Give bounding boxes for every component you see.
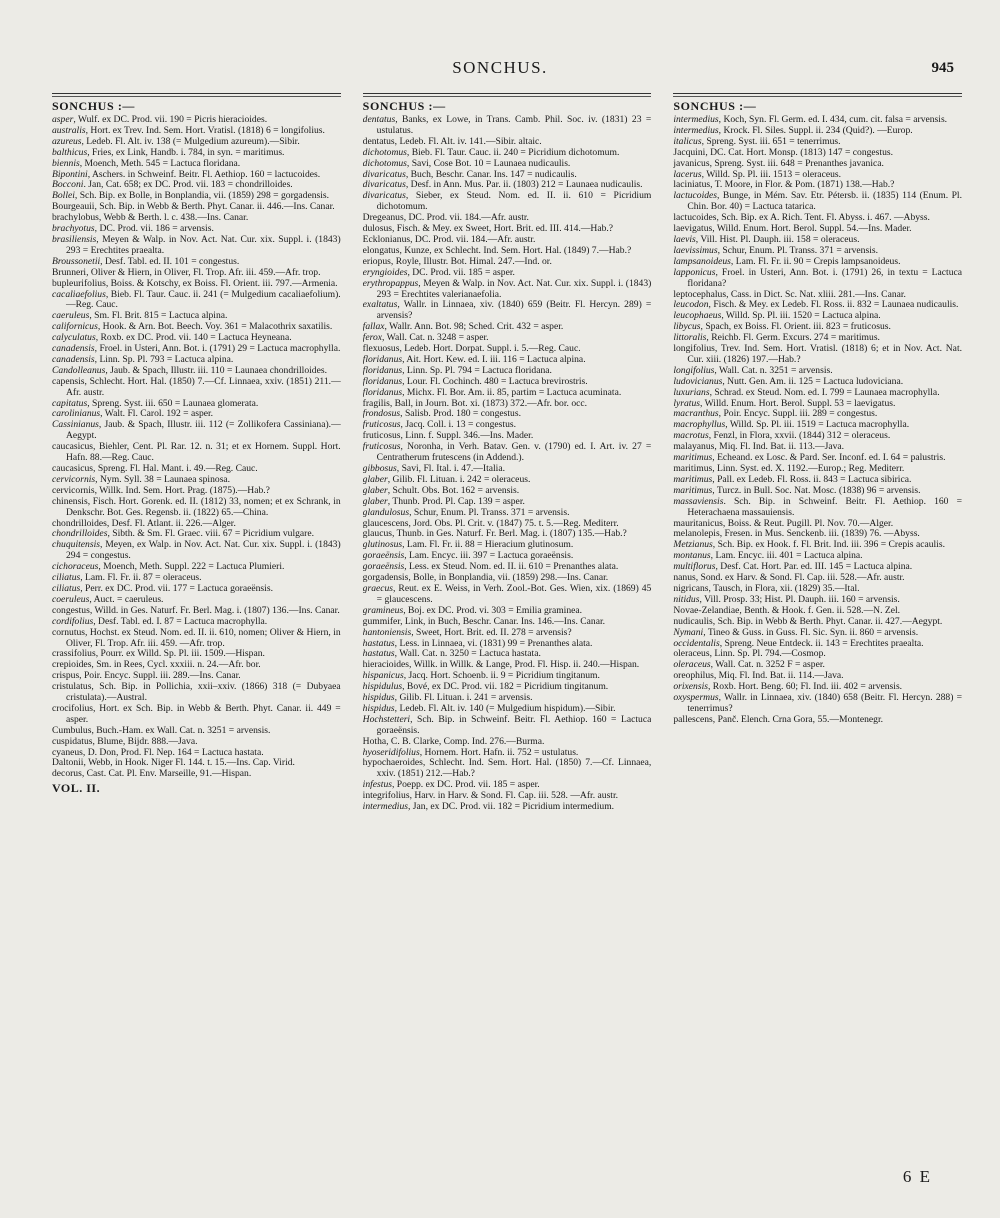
entry-citation: caucasicus, Spreng. Fl. Hal. Mant. i. 49.—Reg. Cauc. bbox=[52, 463, 258, 474]
synonym-name: dentatus bbox=[362, 114, 396, 125]
entry-citation: bupleurifolius, Boiss. & Kotschy, ex Boiss. Fl. Orient. iii. 797.—Armenia. bbox=[52, 277, 338, 289]
entry-citation: , Walt. Fl. Carol. 192 = asper. bbox=[100, 408, 214, 420]
entry-citation: caucasicus, Biehler, Cent. Pl. Rar. 12. n. 31; et ex Hornem. Suppl. Hort. Hafn. 88.—Reg. Cauc. bbox=[52, 441, 341, 464]
entry-citation: cristulatus, Sch. Bip. in Pollichia, xxii–xxiv. (1866) 318 (= Dubyaea cristulata).—Austral. bbox=[52, 681, 341, 704]
synonym-name: canadensis bbox=[52, 343, 95, 355]
entry-citation: , Willd. Sp. Pl. iii. 1513 = oleraceus. bbox=[701, 168, 842, 180]
index-entry bbox=[673, 344, 962, 366]
synonym-name: dichotomus bbox=[362, 157, 407, 169]
entry-citation: , Salisb. Prod. 180 = congestus. bbox=[400, 408, 521, 420]
synonym-name: montanus bbox=[673, 550, 711, 562]
entry-citation: . Sch. Bip. in Schweinf. Beitr. Fl. Aethiop. 160 = Heterachaena massauiensis. bbox=[687, 495, 963, 518]
synonym-name: ludovicianus bbox=[673, 375, 723, 387]
entry-citation: cornutus, Hochst. ex Steud. Nom. ed. II. ii. 610, nomen; Oliver & Hiern, in Oliver, Fl. Trop. Afr. iii. 459. —Afr. trop. bbox=[52, 626, 341, 649]
entry-citation: , Froel. in Usteri, Ann. Bot. i. (1791) 26, in textu = Lactuca floridana? bbox=[687, 266, 963, 289]
entry-citation: , Sieber, ex Steud. Nom. ed. II. ii. 610 = Picridium dichotomum. bbox=[376, 190, 652, 213]
entry-citation: , Reichb. Fl. Germ. Excurs. 274 = maritimus. bbox=[706, 332, 880, 344]
entry-citation: , Sch. Bip. in Schweinf. Beitr. Fl. Aethiop. 160 = Lactuca goraeënsis. bbox=[376, 713, 652, 736]
entry-citation: , Thunb. Prod. Pl. Cap. 139 = asper. bbox=[387, 495, 525, 507]
running-head: SONCHUS. bbox=[452, 58, 548, 77]
entry-citation: , Savi, Cose Bot. 10 = Launaea nudicaulis. bbox=[406, 157, 571, 169]
entry-citation: , Schult. Obs. Bot. 162 = arvensis. bbox=[387, 484, 520, 496]
entry-citation: crispus, Poir. Encyc. Suppl. iii. 289.—Ins. Canar. bbox=[52, 670, 241, 682]
entry-citation: , Poepp. ex DC. Prod. vii. 185 = asper. bbox=[392, 779, 540, 791]
synonym-name: oleraceus bbox=[673, 659, 711, 671]
synonym-name: floridanus bbox=[362, 386, 403, 398]
entry-citation: , Wallr. in Linnaea, xiv. (1840) 659 (Beitr. Fl. Hercyn. 289) = arvensis? bbox=[376, 299, 652, 322]
entry-citation: , Vill. Hist. Pl. Dauph. iii. 158 = oleraceus. bbox=[695, 233, 860, 245]
synonym-name: australis bbox=[52, 124, 86, 136]
entry-citation: , Gilib. Fl. Lituan. i. 241 = arvensis. bbox=[394, 692, 533, 704]
entry-citation: , Wallr. in Linnaea, xiv. (1840) 658 (Beitr. Fl. Hercyn. 288) = tenerrimus? bbox=[687, 692, 963, 714]
synonym-name: glaber bbox=[362, 473, 388, 485]
entry-citation: Novae-Zelandiae, Benth. & Hook. f. Gen. ii. 528.—N. Zel. bbox=[673, 604, 901, 616]
index-entry bbox=[52, 769, 341, 780]
entry-citation: dulosus, Fisch. & Mey. ex Sweet, Hort. Brit. ed. III. 414.—Hab.? bbox=[362, 223, 614, 235]
signature-mark: 6 E bbox=[902, 1167, 932, 1186]
synonym-name: chondrilloides bbox=[52, 528, 108, 540]
entry-citation: , Roxb. ex DC. Prod. vii. 140 = Lactuca Heyneana. bbox=[95, 332, 292, 344]
synonym-name: exaltatus bbox=[362, 299, 398, 311]
index-entry bbox=[673, 191, 962, 213]
entry-citation: , Krock. Fl. Siles. Suppl. ii. 234 (Quid?). —Europ. bbox=[718, 124, 913, 136]
synonym-name: Bollei bbox=[52, 190, 75, 202]
entry-citation: , Spreng. Syst. iii. 650 = Launaea glomerata. bbox=[87, 397, 259, 409]
entry-citation: , Bieb. Fl. Taur. Cauc. ii. 241 (= Mulgedium cacaliaefolium).—Reg. Cauc. bbox=[66, 288, 341, 311]
entry-citation: , Desf. Cat. Hort. Par. ed. III. 145 = Lactuca alpina. bbox=[715, 561, 913, 573]
entry-citation: , Schur, Enum. Pl. Transs. 371 = arvensis. bbox=[409, 506, 570, 518]
synonym-name: Metzianus bbox=[673, 539, 713, 551]
synonym-name: divaricatus bbox=[362, 168, 406, 180]
synonym-name: libycus bbox=[673, 321, 701, 333]
entry-citation: integrifolius, Harv. in Harv. & Sond. Fl. Cap. iii. 528. —Afr. austr. bbox=[362, 790, 619, 802]
synonym-name: californicus bbox=[52, 321, 98, 333]
entry-citation: eriopus, Royle, Illustr. Bot. Himal. 247.—Ind. or. bbox=[362, 255, 552, 267]
synonym-name: laevissimus bbox=[673, 244, 718, 256]
synonym-name: hispidus bbox=[362, 702, 395, 714]
synonym-name: intermedius bbox=[362, 801, 408, 813]
synonym-name: intermedius bbox=[673, 114, 719, 125]
index-entry bbox=[52, 290, 341, 312]
synonym-name: macrophyllus bbox=[673, 419, 726, 431]
synonym-name: biennis bbox=[52, 157, 80, 169]
synonym-name: maritimus bbox=[673, 473, 713, 485]
synonym-name: cervicornis bbox=[52, 473, 96, 485]
synonym-name: goraeënsis bbox=[362, 550, 405, 562]
synonym-name: canadensis bbox=[52, 353, 95, 365]
entry-citation: hypochaeroides, Schlecht. Ind. Sem. Hort. Hal. (1850) 7.—Cf. Linnaea, xxiv. (1851) 212.—Hab.? bbox=[362, 757, 652, 780]
synonym-name: maritimus bbox=[673, 452, 713, 464]
entry-citation: , Lam. Fl. Fr. ii. 87 = oleraceus. bbox=[80, 572, 202, 584]
entry-citation: , Auct. = caeruleus. bbox=[89, 593, 164, 605]
column-3 bbox=[673, 93, 962, 1193]
synonym-name: intermedius bbox=[673, 124, 719, 136]
synonym-name: hispanicus bbox=[362, 670, 404, 682]
index-entry bbox=[52, 497, 341, 519]
entry-citation: , Sm. Fl. Brit. 815 = Lactuca alpina. bbox=[89, 310, 228, 322]
entry-citation: , Roxb. Hort. Beng. 60; Fl. Ind. iii. 402 = arvensis. bbox=[708, 681, 903, 693]
entry-citation: , Hornem. Hort. Hafn. ii. 752 = ustulatus. bbox=[419, 746, 579, 758]
entry-citation: , Lam. Fl. Fr. ii. 88 = Hieracium glutinosum. bbox=[402, 539, 574, 551]
synonym-name: Bipontini bbox=[52, 168, 88, 180]
entry-citation: , Jacq. Hort. Schoenb. ii. 9 = Picridium tingitanum. bbox=[403, 670, 600, 682]
entry-citation: , Lam. Encyc. iii. 397 = Lactuca goraeënsis. bbox=[404, 550, 574, 562]
synonym-name: gibbosus bbox=[362, 463, 397, 474]
entry-citation: , Wulf. ex DC. Prod. vii. 190 = Picris hieracioides. bbox=[73, 114, 268, 125]
entry-citation: melanolepis, Fresen. in Mus. Senckenb. iii. (1839) 76. —Abyss. bbox=[673, 528, 920, 540]
entry-citation: , Pall. ex Ledeb. Fl. Ross. ii. 843 = Lactuca sibirica. bbox=[712, 473, 912, 485]
entry-citation: laciniatus, T. Moore, in Flor. & Pom. (1871) 138.—Hab.? bbox=[673, 179, 895, 191]
synonym-name: Nymani bbox=[673, 626, 704, 638]
entry-citation: , Willd. Sp. Pl. iii. 1519 = Lactuca macrophylla. bbox=[725, 419, 910, 431]
entry-citation: , Sch. Bip. ex Hook. f. Fl. Brit. Ind. iii. 396 = Crepis acaulis. bbox=[712, 539, 945, 551]
index-entry bbox=[52, 420, 341, 442]
column-1 bbox=[52, 93, 341, 1193]
column-heading: SONCHUS :— bbox=[52, 99, 136, 113]
synonym-name: littoralis bbox=[673, 332, 707, 344]
entry-citation: , Nym. Syll. 38 = Launaea spinosa. bbox=[95, 473, 231, 485]
index-entry bbox=[52, 540, 341, 562]
index-entry bbox=[363, 715, 652, 737]
entry-citation: , Willd. Sp. Pl. iii. 1520 = Lactuca alpina. bbox=[721, 310, 881, 322]
index-entry bbox=[52, 628, 341, 650]
synonym-name: goraeënsis bbox=[362, 561, 405, 573]
synonym-name: lampsanoideus bbox=[673, 255, 731, 267]
synonym-name: glutinosus bbox=[362, 539, 403, 551]
entry-citation: , Spach, ex Boiss. Fl. Orient. iii. 823 = fruticosus. bbox=[700, 321, 891, 333]
entry-citation: , Moench, Meth. Suppl. 222 = Lactuca Plumieri. bbox=[98, 561, 285, 573]
entry-citation: glaucus, Thunb. in Ges. Naturf. Fr. Berl. Mag. i. (1807) 135.—Hab.? bbox=[362, 528, 627, 540]
entry-citation: oreophilus, Miq. Fl. Ind. Bat. ii. 114.—Java. bbox=[673, 670, 844, 682]
entry-citation: , Noronha, in Verh. Batav. Gen. v. (1790) ed. I. Art. iv. 27 = Centratherum frutescens (in Addend.). bbox=[376, 441, 652, 464]
entry-citation: , Lam. Encyc. iii. 401 = Lactuca alpina. bbox=[710, 550, 863, 562]
synonym-name: hispidus bbox=[362, 692, 395, 704]
index-entry bbox=[52, 704, 341, 726]
synonym-name: orixensis bbox=[673, 681, 708, 693]
entry-citation: , Jaub. & Spach, Illustr. iii. 110 = Launaea chondrilloides. bbox=[105, 364, 327, 376]
entry-citation: , Wall. Cat. n. 3248 = asper. bbox=[382, 332, 489, 344]
synonym-name: brasiliensis bbox=[52, 233, 97, 245]
entry-citation: , Gilib. Fl. Lituan. i. 242 = oleraceus. bbox=[387, 473, 531, 485]
synonym-name: graecus bbox=[362, 582, 394, 594]
synonym-name: Cassinianus bbox=[52, 419, 99, 431]
synonym-name: floridanus bbox=[362, 353, 403, 365]
entry-citation: , Sweet, Hort. Brit. ed. II. 278 = arvensis? bbox=[411, 626, 572, 638]
entry-citation: , Hook. & Arn. Bot. Beech. Voy. 361 = Malacothrix saxatilis. bbox=[97, 321, 333, 333]
entry-list bbox=[363, 115, 652, 813]
entry-citation: nigricans, Tausch, in Flora, xii. (1829) 35.—Ital. bbox=[673, 582, 860, 594]
entry-citation: fruticosus, Linn. f. Suppl. 346.—Ins. Mader. bbox=[362, 430, 534, 442]
synonym-name: brachyotus bbox=[52, 223, 95, 235]
synonym-name: Broussonetii bbox=[52, 255, 101, 267]
synonym-name: frondosus bbox=[362, 408, 401, 420]
entry-citation: , Ledeb. Fl. Alt. iv. 138 (= Mulgedium azureum).—Sibir. bbox=[81, 135, 300, 147]
entry-citation: Dregeanus, DC. Prod. vii. 184.—Afr. austr. bbox=[362, 212, 529, 224]
entry-citation: mauritanicus, Boiss. & Reut. Pugill. Pl. Nov. 70.—Alger. bbox=[673, 517, 894, 529]
synonym-name: luxurians bbox=[673, 386, 710, 398]
synonym-name: maritimus bbox=[673, 484, 713, 496]
synonym-name: erythropappus bbox=[362, 277, 419, 289]
entry-citation: , Spreng. Neue Entdeck. ii. 143 = Erechtites praealta. bbox=[719, 637, 924, 649]
synonym-name: divaricatus bbox=[362, 190, 406, 202]
synonym-name: ferox bbox=[362, 332, 383, 344]
synonym-name: azureus bbox=[52, 135, 82, 147]
entry-citation: crassifolius, Pourr. ex Willd. Sp. Pl. iii. 1509.—Hispan. bbox=[52, 648, 265, 660]
entry-citation: pallescens, Panč. Elench. Crna Gora, 55.—Montenegr. bbox=[673, 713, 884, 725]
synonym-name: coeruleus bbox=[52, 593, 90, 605]
entry-citation: cyaneus, D. Don, Prod. Fl. Nep. 164 = Lactuca hastata. bbox=[52, 746, 264, 758]
entry-citation: , Less. ex Steud. Nom. ed. II. ii. 610 = Prenanthes alata. bbox=[404, 561, 619, 573]
synonym-name: floridanus bbox=[362, 364, 403, 376]
synonym-name: lactucoides bbox=[673, 190, 718, 202]
entry-citation: maritimus, Linn. Syst. ed. X. 1192.—Europ.; Reg. Mediterr. bbox=[673, 463, 905, 474]
synonym-name: divaricatus bbox=[362, 179, 406, 191]
entry-citation: , Fenzl, in Flora, xxvii. (1844) 312 = oleraceus. bbox=[708, 430, 891, 442]
entry-citation: , Spreng. Syst. iii. 651 = tenerrimus. bbox=[701, 135, 841, 147]
synonym-name: longifolius bbox=[673, 364, 715, 376]
index-entry bbox=[363, 191, 652, 213]
entry-citation: , Turcz. in Bull. Soc. Nat. Mosc. (1838) 96 = arvensis. bbox=[712, 484, 921, 496]
entry-citation: , Desf. Tabl. ed. I. 87 = Lactuca macrophylla. bbox=[93, 615, 268, 627]
entry-citation: , Fries, ex Link, Handb. i. 784, in syn. = maritimus. bbox=[87, 146, 285, 158]
entry-citation: , Schur, Enum. Pl. Transs. 371 = arvensis. bbox=[717, 244, 878, 256]
synonym-name: fallax bbox=[362, 321, 385, 333]
entry-citation: chinensis, Fisch. Hort. Gorenk. ed. II. (1812) 33, nomen; et ex Schrank, in Denkschr. Bot. Ges. Regensb. ii. (1822) 65.—China. bbox=[52, 495, 341, 518]
synonym-name: italicus bbox=[673, 135, 702, 147]
columns bbox=[52, 93, 962, 1193]
entry-citation: , Perr. ex DC. Prod. vii. 177 = Lactuca goraeënsis. bbox=[80, 582, 273, 594]
synonym-name: hantoniensis bbox=[362, 626, 412, 638]
entry-citation: , Meyen & Walp. in Nov. Act. Nat. Cur. xix. Suppl. i. (1843) 293 = Erechtites praealta. bbox=[66, 233, 341, 256]
entry-citation: javanicus, Spreng. Syst. iii. 648 = Prenanthes javanica. bbox=[673, 157, 884, 169]
entry-citation: , Meyen & Walp. in Nov. Act. Nat. Cur. xix. Suppl. i. (1843) 293 = Erechtites valerianaefolia. bbox=[376, 277, 652, 300]
entry-citation: longifolius, Trev. Ind. Sem. Hort. Vratisl. (1818) 6; et in Nov. Act. Nat. Cur. xiii. (1826) 197.—Hab.? bbox=[673, 343, 963, 365]
column-heading: SONCHUS :— bbox=[673, 99, 757, 113]
entry-citation: , Hort. ex Trev. Ind. Sem. Hort. Vratisl. (1818) 6 = longifolius. bbox=[85, 124, 325, 136]
synonym-name: Hochstetteri bbox=[362, 713, 411, 725]
entry-citation: congestus, Willd. in Ges. Naturf. Fr. Berl. Mag. i. (1807) 136.—Ins. Canar. bbox=[52, 604, 340, 616]
entry-citation: , Bové, ex DC. Prod. vii. 182 = Picridium tingitanum. bbox=[402, 681, 609, 693]
entry-citation: hieracioides, Willk. in Willk. & Lange, Prod. Fl. Hisp. ii. 240.—Hispan. bbox=[362, 659, 640, 671]
entry-citation: glaucescens, Jord. Obs. Pl. Crit. v. (1847) 75. t. 5.—Reg. Mediterr. bbox=[362, 517, 619, 529]
synonym-name: leucophaeus bbox=[673, 310, 722, 322]
entry-citation: , Ait. Hort. Kew. ed. I. iii. 116 = Lactuca alpina. bbox=[402, 353, 586, 365]
synonym-name: hispidulus bbox=[362, 681, 403, 693]
entry-citation: , Banks, ex Lowe, in Trans. Camb. Phil. Soc. iv. (1831) 23 = ustulatus. bbox=[376, 114, 652, 136]
page-number: 945 bbox=[931, 60, 954, 76]
index-entry bbox=[363, 758, 652, 780]
synonym-name: ciliatus bbox=[52, 582, 81, 594]
synonym-name: dichotomus bbox=[362, 146, 407, 158]
synonym-name: occidentalis bbox=[673, 637, 720, 649]
entry-citation: , Froel. in Usteri, Ann. Bot. i. (1791) 29 = Lactuca macrophylla. bbox=[94, 343, 341, 355]
entry-citation: , Moench, Meth. 545 = Lactuca floridana. bbox=[79, 157, 241, 169]
synonym-name: fruticosus bbox=[362, 419, 401, 431]
synonym-name: eryngioides bbox=[362, 266, 408, 278]
synonym-name: caeruleus bbox=[52, 310, 90, 322]
entry-citation: , Linn. Sp. Pl. 793 = Lactuca alpina. bbox=[94, 353, 234, 365]
entry-citation: elongatus, Kunze, ex Schlecht. Ind. Sem. Hort. Hal. (1849) 7.—Hab.? bbox=[362, 244, 632, 256]
synonym-name: infestus bbox=[362, 779, 392, 791]
entry-citation: . Jan, Cat. 658; ex DC. Prod. vii. 183 = chondrilloides. bbox=[83, 179, 293, 191]
index-entry bbox=[363, 442, 652, 464]
entry-citation: , Vill. Prosp. 33; Hist. Pl. Dauph. iii. 160 = arvensis. bbox=[699, 593, 900, 605]
entry-citation: Daltonii, Webb, in Hook. Niger Fl. 144. t. 15.—Ins. Cap. Virid. bbox=[52, 757, 295, 769]
entry-citation: , Sibth. & Sm. Fl. Graec. viii. 67 = Picridium vulgare. bbox=[107, 528, 315, 540]
synonym-name: capitatus bbox=[52, 397, 88, 409]
entry-citation: , Meyen, ex Walp. in Nov. Act. Nat. Cur. xix. Suppl. i. (1843) 294 = congestus. bbox=[66, 539, 341, 562]
entry-citation: brachylobus, Webb & Berth. l. c. 438.—Ins. Canar. bbox=[52, 212, 249, 224]
entry-citation: crocifolius, Hort. ex Sch. Bip. in Webb & Berth. Phyt. Canar. ii. 449 = asper. bbox=[52, 702, 341, 725]
synonym-name: Bocconi bbox=[52, 179, 84, 191]
entry-citation: lactucoides, Sch. Bip. ex A. Rich. Tent. Fl. Abyss. i. 467. —Abyss. bbox=[673, 212, 930, 224]
entry-citation: , Wall. Cat. n. 3250 = Lactuca hastata. bbox=[394, 648, 541, 660]
synonym-name: glaber bbox=[362, 484, 388, 496]
synonym-name: cacaliaefolius bbox=[52, 288, 106, 300]
entry-citation: , Aschers. in Schweinf. Beitr. Fl. Aethiop. 160 = lactucoides. bbox=[87, 168, 321, 180]
index-entry bbox=[673, 715, 962, 726]
synonym-name: chuquitensis bbox=[52, 539, 100, 551]
index-entry bbox=[52, 442, 341, 464]
index-entry bbox=[52, 682, 341, 704]
index-entry bbox=[52, 235, 341, 257]
entry-citation: Jacquini, DC. Cat. Hort. Monsp. (1813) 147 = congestus. bbox=[673, 146, 893, 158]
synonym-name: cordifolius bbox=[52, 615, 94, 627]
synonym-name: leucodon bbox=[673, 299, 709, 311]
entry-citation: , Willd. Enum. Hort. Berol. Suppl. 53 = laevigatus. bbox=[700, 397, 896, 409]
index-entry bbox=[363, 115, 652, 137]
entry-citation: , DC. Prod. vii. 185 = asper. bbox=[407, 266, 515, 278]
entry-citation: chondrilloides, Desf. Fl. Atlant. ii. 226.—Alger. bbox=[52, 517, 236, 529]
entry-citation: nanus, Sond. ex Harv. & Sond. Fl. Cap. iii. 528.—Afr. austr. bbox=[673, 572, 905, 584]
synonym-name: floridanus bbox=[362, 375, 403, 387]
synonym-name: ciliatus bbox=[52, 572, 81, 584]
entry-citation: Bourgeauii, Sch. Bip. in Webb & Berth. Phyt. Canar. ii. 446.—Ins. Canar. bbox=[52, 201, 335, 213]
entry-citation: , Schrad. ex Steud. Nom. ed. I. 799 = Launaea macrophylla. bbox=[709, 386, 940, 398]
synonym-name: glaber bbox=[362, 495, 388, 507]
entry-citation: Hotha, C. B. Clarke, Comp. Ind. 276.—Burma. bbox=[362, 735, 545, 747]
entry-citation: , Lour. Fl. Cochinch. 480 = Lactuca brevirostris. bbox=[402, 375, 588, 387]
entry-citation: , Jacq. Coll. i. 13 = congestus. bbox=[400, 419, 516, 431]
index-entry bbox=[673, 497, 962, 519]
synonym-name: hyoseridifolius bbox=[362, 746, 420, 758]
synonym-name: lacerus bbox=[673, 168, 702, 180]
entry-citation: , Tineo & Guss. in Guss. Fl. Sic. Syn. ii. 860 = arvensis. bbox=[703, 626, 919, 638]
synonym-name: cichoraceus bbox=[52, 561, 99, 573]
entry-citation: , Boj. ex DC. Prod. vi. 303 = Emilia graminea. bbox=[403, 604, 583, 616]
synonym-name: oxyspermus bbox=[673, 692, 719, 704]
synonym-name: lyratus bbox=[673, 397, 700, 409]
synonym-name: gramineus bbox=[362, 604, 404, 616]
entry-citation: cuspidatus, Blume, Bijdr. 888.—Java. bbox=[52, 735, 198, 747]
entry-citation: , Reut. ex E. Weiss, in Verh. Zool.-Bot. Ges. Wien, xix. (1869) 45 = glaucescens. bbox=[376, 582, 652, 605]
entry-citation: , Koch, Syn. Fl. Germ. ed. I. 434, cum. cit. falsa = arvensis. bbox=[718, 114, 948, 125]
index-entry bbox=[52, 377, 341, 399]
synonym-name: hastatus bbox=[362, 648, 395, 660]
entry-citation: dentatus, Ledeb. Fl. Alt. iv. 141.—Sibir. altaic. bbox=[362, 135, 542, 147]
entry-citation: malayanus, Miq. Fl. Ind. Bat. ii. 113.—Java. bbox=[673, 441, 845, 453]
entry-citation: decorus, Cast. Cat. Pl. Env. Marseille, 91.—Hispan. bbox=[52, 768, 252, 780]
entry-citation: Ecklonianus, DC. Prod. vii. 184.—Afr. austr. bbox=[362, 233, 536, 245]
synonym-name: asper bbox=[52, 114, 74, 125]
entry-citation: , Desf. in Ann. Mus. Par. ii. (1803) 212 = Launaea nudicaulis. bbox=[405, 179, 643, 191]
entry-citation: , Wallr. Ann. Bot. 98; Sched. Crit. 432 = asper. bbox=[384, 321, 564, 333]
entry-citation: , Savi, Fl. Ital. i. 47.—Italia. bbox=[396, 463, 505, 474]
synonym-name: nitidus bbox=[673, 593, 700, 605]
synonym-name: lapponicus bbox=[673, 266, 716, 278]
entry-citation: Cumbulus, Buch.-Ham. ex Wall. Cat. n. 3251 = arvensis. bbox=[52, 724, 271, 736]
entry-citation: , Jan, ex DC. Prod. vii. 182 = Picridium intermedium. bbox=[407, 801, 615, 813]
entry-citation: , Wall. Cat. n. 3252 F = asper. bbox=[710, 659, 825, 671]
index-entry bbox=[673, 693, 962, 715]
entry-list bbox=[52, 115, 341, 780]
index-entry bbox=[673, 268, 962, 290]
entry-citation: , Wall. Cat. n. 3251 = arvensis. bbox=[714, 364, 833, 376]
entry-list bbox=[673, 115, 962, 726]
column-2 bbox=[363, 93, 652, 1193]
entry-citation: , Poir. Encyc. Suppl. iii. 289 = congestus. bbox=[718, 408, 878, 420]
synonym-name: multiflorus bbox=[673, 561, 716, 573]
synonym-name: macrotus bbox=[673, 430, 709, 442]
entry-citation: , Desf. Tabl. ed. II. 101 = congestus. bbox=[100, 255, 240, 267]
entry-citation: leptocephalus, Cass. in Dict. Sc. Nat. xliii. 281.—Ins. Canar. bbox=[673, 288, 906, 300]
entry-citation: fragilis, Ball, in Journ. Bot. xi. (1873) 372.—Afr. bor. occ. bbox=[362, 397, 588, 409]
entry-citation: , Michx. Fl. Bor. Am. ii. 85, partim = Lactuca acuminata. bbox=[402, 386, 622, 398]
volume-footer: VOL. II. bbox=[52, 781, 101, 796]
entry-citation: , Ledeb. Fl. Alt. iv. 140 (= Mulgedium hispidum).—Sibir. bbox=[394, 702, 616, 714]
synonym-name: carolinianus bbox=[52, 408, 101, 420]
synonym-name: calyculatus bbox=[52, 332, 96, 344]
synonym-name: balthicus bbox=[52, 146, 88, 158]
entry-citation: , Fisch. & Mey. ex Ledeb. Fl. Ross. ii. 832 = Launaea nudicaulis. bbox=[708, 299, 959, 311]
entry-citation: , Jaub. & Spach, Illustr. iii. 112 (= Zollikofera Cassiniana).—Aegypt. bbox=[66, 419, 341, 442]
synonym-name: Candolleanus bbox=[52, 364, 106, 376]
entry-citation: , Echeand. ex Losc. & Pard. Ser. Inconf. ed. I. 64 = palustris. bbox=[712, 452, 946, 464]
entry-citation: crepioides, Sm. in Rees, Cycl. xxxiii. n. 24.—Afr. bor. bbox=[52, 659, 261, 671]
synonym-name: laevis bbox=[673, 233, 696, 245]
index-entry bbox=[363, 279, 652, 301]
entry-citation: gummifer, Link, in Buch, Beschr. Canar. Ins. 146.—Ins. Canar. bbox=[362, 615, 606, 627]
entry-citation: , Nutt. Gen. Am. ii. 125 = Lactuca ludoviciana. bbox=[722, 375, 904, 387]
entry-citation: , DC. Prod. vii. 186 = arvensis. bbox=[94, 223, 214, 235]
synonym-name: glandulosus bbox=[362, 506, 410, 518]
entry-citation: , Lam. Fl. Fr. ii. 90 = Crepis lampsanoideus. bbox=[730, 255, 901, 267]
entry-citation: capensis, Schlecht. Hort. Hal. (1850) 7.—Cf. Linnaea, xxiv. (1851) 211.—Afr. austr. bbox=[52, 375, 341, 398]
entry-citation: Brunneri, Oliver & Hiern, in Oliver, Fl. Trop. Afr. iii. 459.—Afr. trop. bbox=[52, 266, 321, 278]
synonym-name: hastatus bbox=[362, 637, 395, 649]
entry-citation: , Less. in Linnaea, vi. (1831) 99 = Prenanthes alata. bbox=[394, 637, 593, 649]
entry-citation: cervicornis, Willk. Ind. Sem. Hort. Prag. (1875).—Hab.? bbox=[52, 484, 270, 496]
column-heading: SONCHUS :— bbox=[362, 99, 446, 113]
entry-citation: gorgadensis, Bolle, in Bonplandia, vii. (1859) 298.—Ins. Canar. bbox=[362, 572, 609, 584]
synonym-name: macranthus bbox=[673, 408, 719, 420]
index-entry bbox=[363, 802, 652, 813]
entry-citation: nudicaulis, Sch. Bip. in Webb & Berth. Phyt. Canar. ii. 427.—Aegypt. bbox=[673, 615, 943, 627]
synonym-name: massaviensis bbox=[673, 495, 724, 507]
synonym-name: fruticosus bbox=[362, 441, 401, 453]
entry-citation: flexuosus, Ledeb. Hort. Dorpat. Suppl. i. 5.—Reg. Cauc. bbox=[362, 343, 581, 355]
entry-citation: oleraceus, Linn. Sp. Pl. 794.—Cosmop. bbox=[673, 648, 826, 660]
entry-citation: laevigatus, Willd. Enum. Hort. Berol. Suppl. 54.—Ins. Mader. bbox=[673, 223, 912, 235]
entry-citation: , Bieb. Fl. Taur. Cauc. ii. 240 = Picridium dichotomum. bbox=[406, 146, 620, 158]
entry-citation: , Buch, Beschr. Canar. Ins. 147 = nudicaulis. bbox=[405, 168, 577, 180]
entry-citation: , Sch. Bip. ex Bolle, in Bonplandia, vii. (1859) 298 = gorgadensis. bbox=[74, 190, 330, 202]
index-entry bbox=[363, 584, 652, 606]
index-entry bbox=[363, 300, 652, 322]
entry-citation: , Linn. Sp. Pl. 794 = Lactuca floridana. bbox=[402, 364, 552, 376]
entry-citation: , Bunge, in Mém. Sav. Etr. Pétersb. ii. (1835) 114 (Enum. Pl. Chin. Bor. 40) = Lactuca tatarica. bbox=[687, 190, 963, 213]
